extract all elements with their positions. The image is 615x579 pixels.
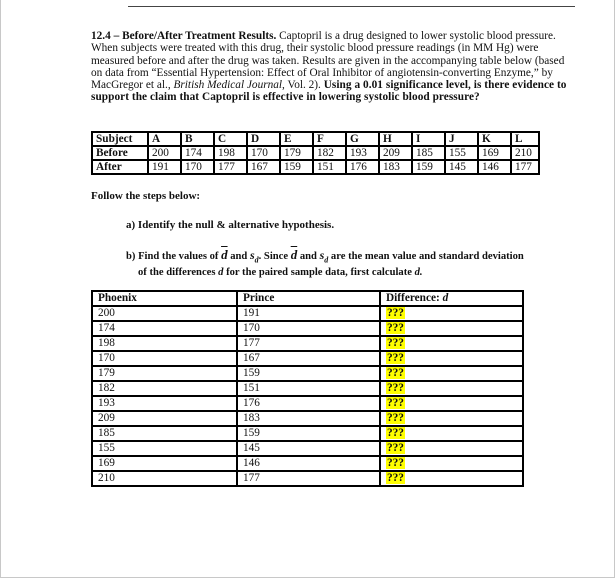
placeholder-highlight: ??? bbox=[387, 337, 404, 349]
after-cell: 145 bbox=[445, 160, 478, 174]
subject-cell: C bbox=[214, 132, 247, 146]
d-bar-symbol: $\overline{d}$ bbox=[290, 247, 298, 262]
prince-cell: 177 bbox=[237, 471, 380, 486]
difference-cell bbox=[380, 321, 523, 336]
subject-cell: F bbox=[313, 132, 346, 146]
before-cell: 170 bbox=[247, 146, 280, 160]
after-cell: 177 bbox=[214, 160, 247, 174]
placeholder-highlight: ??? bbox=[387, 442, 404, 454]
prince-cell: 159 bbox=[237, 426, 380, 441]
table-row bbox=[92, 441, 523, 456]
before-cell: 200 bbox=[148, 146, 181, 160]
row-label-after: After bbox=[92, 160, 148, 174]
table-row bbox=[92, 306, 523, 321]
phoenix-cell: 200 bbox=[92, 306, 237, 321]
subject-cell: B bbox=[181, 132, 214, 146]
after-cell: 183 bbox=[379, 160, 412, 174]
placeholder-highlight: ??? bbox=[387, 412, 404, 424]
phoenix-cell: 182 bbox=[92, 381, 237, 396]
step-a-text: a) Identify the null & alternative hypothesis. bbox=[126, 219, 335, 231]
placeholder-highlight: ??? bbox=[387, 352, 404, 364]
difference-cell bbox=[380, 456, 523, 471]
sd-symbol bbox=[249, 248, 259, 265]
problem-title: 12.4 – Before/After Treatment Results. bbox=[91, 30, 277, 42]
phoenix-cell: 170 bbox=[92, 351, 237, 366]
row-label-before: Before bbox=[92, 146, 148, 160]
subject-cell: I bbox=[412, 132, 445, 146]
step-b-part: of the differences bbox=[138, 267, 219, 279]
difference-table bbox=[91, 290, 524, 487]
step-b-line2 bbox=[126, 266, 576, 279]
subject-cell: G bbox=[346, 132, 379, 146]
table-row bbox=[92, 426, 523, 441]
before-cell: 198 bbox=[214, 146, 247, 160]
before-cell: 174 bbox=[181, 146, 214, 160]
phoenix-cell: 169 bbox=[92, 456, 237, 471]
subject-cell: A bbox=[148, 132, 181, 146]
placeholder-highlight: ??? bbox=[387, 397, 404, 409]
before-row bbox=[92, 146, 539, 160]
d-subscript: d bbox=[254, 255, 259, 265]
table-row bbox=[92, 381, 523, 396]
prince-cell: 146 bbox=[237, 456, 380, 471]
subject-cell: D bbox=[247, 132, 280, 146]
placeholder-highlight: ??? bbox=[387, 457, 404, 469]
after-row bbox=[92, 160, 539, 174]
phoenix-cell: 174 bbox=[92, 321, 237, 336]
after-cell: 146 bbox=[478, 160, 511, 174]
before-cell: 155 bbox=[445, 146, 478, 160]
after-cell: 176 bbox=[346, 160, 379, 174]
subject-row bbox=[92, 132, 539, 146]
step-b-part: for the paired sample data, first calculate bbox=[223, 267, 415, 279]
placeholder-highlight: ??? bbox=[387, 427, 404, 439]
placeholder-highlight: ??? bbox=[387, 472, 404, 484]
d-variable: d bbox=[218, 267, 224, 279]
header-prince: Prince bbox=[237, 291, 380, 306]
difference-cell bbox=[380, 351, 523, 366]
prince-cell: 151 bbox=[237, 381, 380, 396]
step-b-part: are the mean value and standard deviation bbox=[328, 251, 524, 262]
problem-body-1: Captopril is a drug designed to lower systolic blood pressure. When subjects were treated with this drug, their systolic blood pressure readings (in MM Hg) were measured before and after the drug was taken. Results are given in the accompanying table below (based on data from “Essential Hypertension: Effect of Oral Inhibitor of angiotensin-converting Enzyme,” by MacGregor et al., bbox=[91, 30, 565, 92]
table-row bbox=[92, 471, 523, 486]
placeholder-highlight: ??? bbox=[387, 367, 404, 379]
d-bar-symbol: $\overline{d}$ bbox=[221, 247, 228, 262]
step-b-part: b) Find the values of bbox=[126, 251, 222, 262]
prince-cell: 191 bbox=[237, 306, 380, 321]
placeholder-highlight: ??? bbox=[387, 307, 404, 319]
after-cell: 159 bbox=[280, 160, 313, 174]
s-letter: s bbox=[319, 248, 325, 262]
step-b-part: and bbox=[297, 251, 320, 262]
step-b-part: . Since bbox=[258, 251, 291, 262]
after-cell: 191 bbox=[148, 160, 181, 174]
step-b-line1 bbox=[126, 248, 576, 266]
table-row bbox=[92, 456, 523, 471]
journal-name: British Medical Journal, bbox=[173, 79, 285, 92]
before-cell: 185 bbox=[412, 146, 445, 160]
after-cell: 170 bbox=[181, 160, 214, 174]
table-row bbox=[92, 351, 523, 366]
after-cell: 177 bbox=[511, 160, 539, 174]
subject-cell: L bbox=[511, 132, 539, 146]
prince-cell: 177 bbox=[237, 336, 380, 351]
d-variable: d. bbox=[414, 267, 423, 279]
difference-cell bbox=[380, 306, 523, 321]
phoenix-cell: 210 bbox=[92, 471, 237, 486]
before-cell: 210 bbox=[511, 146, 539, 160]
phoenix-cell: 209 bbox=[92, 411, 237, 426]
placeholder-highlight: ??? bbox=[387, 322, 404, 334]
steps-heading: Follow the steps below: bbox=[91, 190, 201, 202]
d-variable: d bbox=[442, 292, 449, 304]
difference-cell bbox=[380, 381, 523, 396]
difference-cell bbox=[380, 366, 523, 381]
prince-cell: 159 bbox=[237, 366, 380, 381]
table-row bbox=[92, 336, 523, 351]
prince-cell: 176 bbox=[237, 396, 380, 411]
difference-cell bbox=[380, 336, 523, 351]
before-cell: 209 bbox=[379, 146, 412, 160]
prince-cell: 170 bbox=[237, 321, 380, 336]
table-row bbox=[92, 396, 523, 411]
header-difference bbox=[380, 291, 523, 306]
table-row bbox=[92, 321, 523, 336]
difference-cell bbox=[380, 396, 523, 411]
difference-cell bbox=[380, 441, 523, 456]
prince-cell: 145 bbox=[237, 441, 380, 456]
step-b-part: and bbox=[227, 251, 250, 262]
phoenix-cell: 155 bbox=[92, 441, 237, 456]
prince-cell: 167 bbox=[237, 351, 380, 366]
table-row bbox=[92, 411, 523, 426]
prince-cell: 183 bbox=[237, 411, 380, 426]
phoenix-cell: 185 bbox=[92, 426, 237, 441]
phoenix-cell: 198 bbox=[92, 336, 237, 351]
problem-body-2: Vol. 2). bbox=[284, 79, 324, 92]
step-b-text bbox=[126, 248, 576, 279]
header-row bbox=[92, 291, 523, 306]
difference-cell bbox=[380, 411, 523, 426]
problem-statement bbox=[91, 30, 571, 104]
phoenix-cell: 179 bbox=[92, 366, 237, 381]
phoenix-cell: 193 bbox=[92, 396, 237, 411]
problem-question: Using a 0.01 significance level, is there evidence to support the claim that Captopril is effective in lowering systolic blood pressure? bbox=[91, 79, 567, 104]
subject-table bbox=[91, 131, 540, 175]
before-cell: 169 bbox=[478, 146, 511, 160]
subject-cell: H bbox=[379, 132, 412, 146]
before-cell: 179 bbox=[280, 146, 313, 160]
before-cell: 193 bbox=[346, 146, 379, 160]
subject-cell: E bbox=[280, 132, 313, 146]
top-divider bbox=[128, 6, 575, 7]
subject-cell: K bbox=[478, 132, 511, 146]
after-cell: 167 bbox=[247, 160, 280, 174]
row-label-subject: Subject bbox=[92, 132, 148, 146]
sd-symbol bbox=[319, 248, 329, 265]
difference-cell bbox=[380, 426, 523, 441]
table-row bbox=[92, 366, 523, 381]
header-phoenix: Phoenix bbox=[92, 291, 237, 306]
d-subscript: d bbox=[324, 255, 329, 265]
placeholder-highlight: ??? bbox=[387, 382, 404, 394]
s-letter: s bbox=[249, 248, 255, 262]
difference-label: Difference: bbox=[386, 292, 443, 304]
after-cell: 159 bbox=[412, 160, 445, 174]
after-cell: 151 bbox=[313, 160, 346, 174]
difference-cell bbox=[380, 471, 523, 486]
subject-cell: J bbox=[445, 132, 478, 146]
before-cell: 182 bbox=[313, 146, 346, 160]
